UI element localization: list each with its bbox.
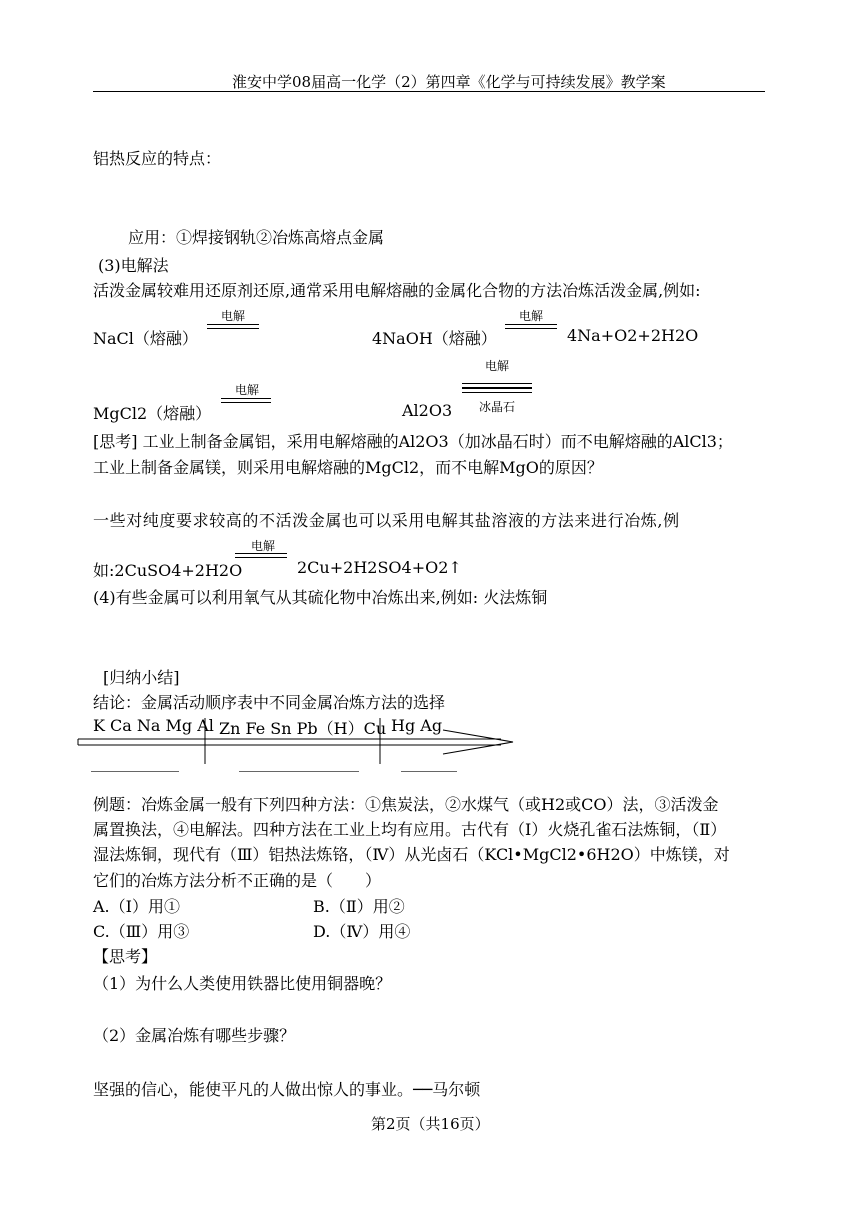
metal-group: Zn Fe Sn Pb（H）Cu bbox=[219, 719, 387, 738]
option-a: A.（Ⅰ）用① bbox=[93, 897, 180, 916]
equation-product: 4Na+O2+2H2O bbox=[567, 326, 699, 345]
text-line: 应用：①焊接钢轨②冶炼高熔点金属 bbox=[128, 228, 385, 247]
equation-condition: 电解 bbox=[221, 309, 246, 323]
summary-heading: [归纳小结] bbox=[103, 668, 180, 687]
page-header-title: 淮安中学08届高一化学（2）第四章《化学与可持续发展》教学案 bbox=[232, 73, 666, 91]
equation-product: 2Cu+2H2SO4+O2↑ bbox=[297, 558, 462, 577]
equation-double-line bbox=[221, 398, 271, 403]
equation-condition: 电解 bbox=[235, 383, 260, 397]
equation-condition: 电解 bbox=[251, 539, 276, 553]
equation-reactant: NaCl（熔融） bbox=[93, 329, 198, 348]
answer-blank: _______________ bbox=[239, 753, 359, 772]
equation-condition: 电解 bbox=[519, 309, 544, 323]
equation-reactant: 4NaOH（熔融） bbox=[372, 329, 497, 348]
equation-reactant: 如:2CuSO4+2H2O bbox=[93, 561, 243, 580]
metal-group: Hg Ag bbox=[391, 716, 443, 735]
section-heading: (3)电解法 bbox=[98, 256, 169, 275]
header-rule bbox=[93, 91, 765, 92]
summary-text: 结论：金属活动顺序表中不同金属冶炼方法的选择 bbox=[93, 693, 446, 712]
equation-reactant: Al2O3 bbox=[402, 401, 453, 420]
quote: 坚强的信心，能使平凡的人做出惊人的事业。──马尔顿 bbox=[93, 1080, 481, 1099]
think-heading: 【思考】 bbox=[93, 947, 158, 966]
text-line: 活泼金属较难用还原剂还原,通常采用电解熔融的金属化合物的方法冶炼活泼金属,例如: bbox=[93, 281, 701, 300]
answer-blank: ___________ bbox=[91, 753, 179, 772]
equation-condition: 电解 bbox=[485, 359, 510, 373]
text-line: 铝热反应的特点： bbox=[93, 149, 222, 168]
think-question: [思考] 工业上制备金属铝，采用电解熔融的Al2O3（加冰晶石时）而不电解熔融的AlCl3； bbox=[93, 432, 733, 451]
example-text: 例题：冶炼金属一般有下列四种方法：①焦炭法，②水煤气（或H2或CO）法，③活泼金 bbox=[93, 795, 719, 814]
think-question: （1）为什么人类使用铁器比使用铜器晚？ bbox=[93, 974, 392, 993]
equation-reactant: MgCl2（熔融） bbox=[93, 404, 212, 423]
example-text: 属置换法，④电解法。四种方法在工业上均有应用。古代有（Ⅰ）火烧孔雀石法炼铜，（Ⅱ） bbox=[93, 820, 727, 839]
option-d: D.（Ⅳ）用④ bbox=[313, 922, 411, 941]
page-number: 第2页（共16页） bbox=[371, 1115, 490, 1133]
text-line: (4)有些金属可以利用氧气从其硫化物中冶炼出来,例如: 火法炼铜 bbox=[93, 588, 548, 607]
text-line: 一些对纯度要求较高的不活泼金属也可以采用电解其盐溶液的方法来进行冶炼,例 bbox=[93, 511, 680, 530]
metal-group: K Ca Na Mg Al bbox=[93, 716, 214, 735]
example-text: 它们的冶炼方法分析不正确的是（ ） bbox=[93, 871, 382, 890]
equation-double-line bbox=[462, 388, 532, 393]
answer-blank: _______ bbox=[401, 753, 457, 772]
equation-double-line bbox=[505, 324, 557, 329]
equation-condition: 冰晶石 bbox=[479, 400, 516, 414]
option-c: C.（Ⅲ）用③ bbox=[93, 922, 190, 941]
equation-double-line bbox=[235, 553, 287, 558]
example-text: 湿法炼铜，现代有（Ⅲ）铝热法炼铬，（Ⅳ）从光卤石（KCl•MgCl2•6H2O）中炼镁，对 bbox=[93, 845, 730, 864]
equation-double-line bbox=[207, 324, 259, 329]
think-question: 工业上制备金属镁，则采用电解熔融的MgCl2，而不电解MgO的原因？ bbox=[93, 458, 603, 477]
option-b: B.（Ⅱ）用② bbox=[313, 897, 405, 916]
think-question: （2）金属冶炼有哪些步骤？ bbox=[93, 1026, 296, 1045]
